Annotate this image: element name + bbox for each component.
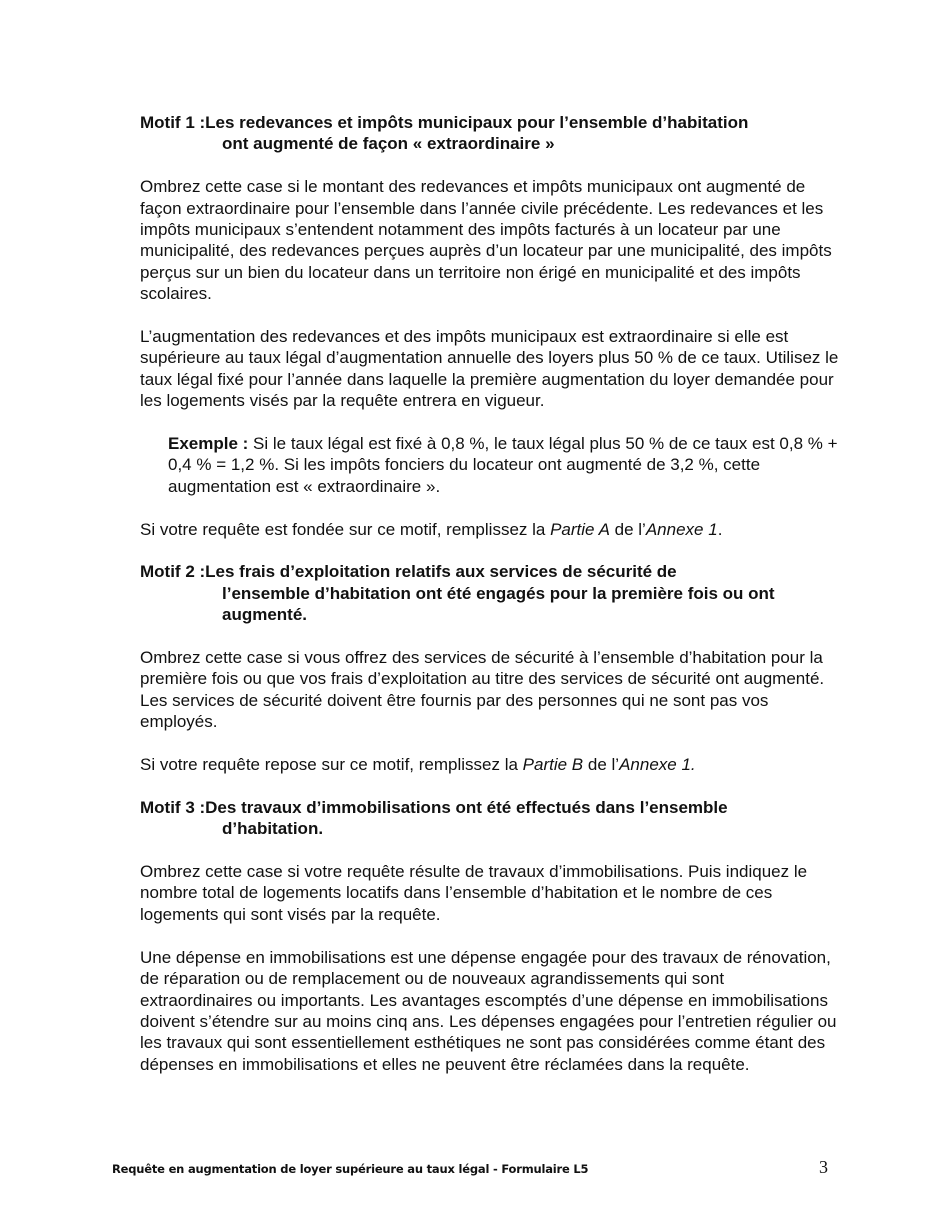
part-a-ref: Partie A [550,519,610,539]
motif-2-title-line2: l’ensemble d’habitation ont été engagés pour la première fois ou ont augmenté. [222,583,775,625]
motif-2-heading [140,561,840,582]
motif-3-title-line1: Des travaux d’immobilisations ont été effectués dans l’ensemble [205,797,728,817]
motif-3-paragraph-2: Une dépense en immobilisations est une dépense engagée pour des travaux de rénovation, de réparation ou de remplacement ou de nouveaux agrandissements qui sont extraordinaires ou importants. Les avantages escomptés d’une dépense en immobilisations doivent s’étendre sur au moins cinq ans. Les dépenses engagées pour l’entretien régulier ou les travaux qui sont essentiellement esthétiques ne sont pas considérées comme étant des dépenses en immobilisations et elles ne peuvent être réclamées dans la requête. [140,947,837,1074]
motif-2-number: Motif 2 : [140,562,206,582]
motif-1-heading [140,112,840,133]
example-label: Exemple : [168,434,249,454]
motif-3-title-line2: d’habitation. [222,819,324,839]
footer-title: Requête en augmentation de loyer supérieure au taux légal - Formulaire L5 [112,1162,589,1176]
page-number: 3 [819,1157,828,1177]
motif-1-example [168,433,840,497]
motif-3-heading [140,797,840,818]
motif-3-number: Motif 3 : [140,797,206,817]
motif-2-paragraph-1: Ombrez cette case si vous offrez des services de sécurité à l’ensemble d’habitation pour la première fois ou que vos frais d’exploitation au titre des services de sécurité ont augmenté. Les services de sécurité doivent être fournis par des personnes qui ne sont pas vos employés. [140,648,825,732]
motif-1-paragraph-1: Ombrez cette case si le montant des redevances et impôts municipaux ont augmenté de façon extraordinaire pour l’ensemble dans l’année civile précédente. Les redevances et les impôts municipaux s’entendent notamment des impôts facturés à un locateur par une municipalité, des redevances perçues auprès d’un locateur par une municipalité, des impôts perçus sur un bien du locateur dans un territoire non érigé en municipalité et des impôts scolaires. [140,177,832,304]
motif-1-number: Motif 1 : [140,113,206,132]
motif-1-paragraph-2: L’augmentation des redevances et des impôts municipaux est extraordinaire si elle est supérieure au taux légal d’augmentation annuelle des loyers plus 50 % de ce taux. Utilisez le taux légal fixé pour l’année dans laquelle la première augmentation du loyer demandée pour les logements visés par la requête entrera en vigueur. [140,327,839,411]
example-text: Si le taux légal est fixé à 0,8 %, le taux légal plus 50 % de ce taux est 0,8 % + 0,4 % = 1,2 %. Si les impôts fonciers du locateur ont augmenté de 3,2 %, cette augmentation est « extraordinaire ». [168,434,838,496]
motif-3-paragraph-1: Ombrez cette case si votre requête résulte de travaux d’immobilisations. Puis indiquez le nombre total de logements locatifs dans l’ensemble d’habitation et le nombre de ces logements qui sont visés par la requête. [140,862,808,924]
motif-2-title-line1: Les frais d’exploitation relatifs aux services de sécurité de [205,562,677,582]
part-b-ref: Partie B [522,755,584,775]
document-body [140,112,840,1075]
motif-1-title-line2: ont augmenté de façon « extraordinaire » [222,134,555,154]
annex-1-ref: Annexe 1. [619,755,696,775]
annex-1-ref: Annexe 1 [645,519,718,539]
motif-2-instruction: Si votre requête repose sur ce motif, remplissez la Partie B de l’Annexe 1. [140,755,696,775]
motif-1-title-line1: Les redevances et impôts municipaux pour l’ensemble d’habitation [205,113,749,132]
motif-1-instruction: Si votre requête est fondée sur ce motif, remplissez la Partie A de l’Annexe 1. [140,519,723,539]
